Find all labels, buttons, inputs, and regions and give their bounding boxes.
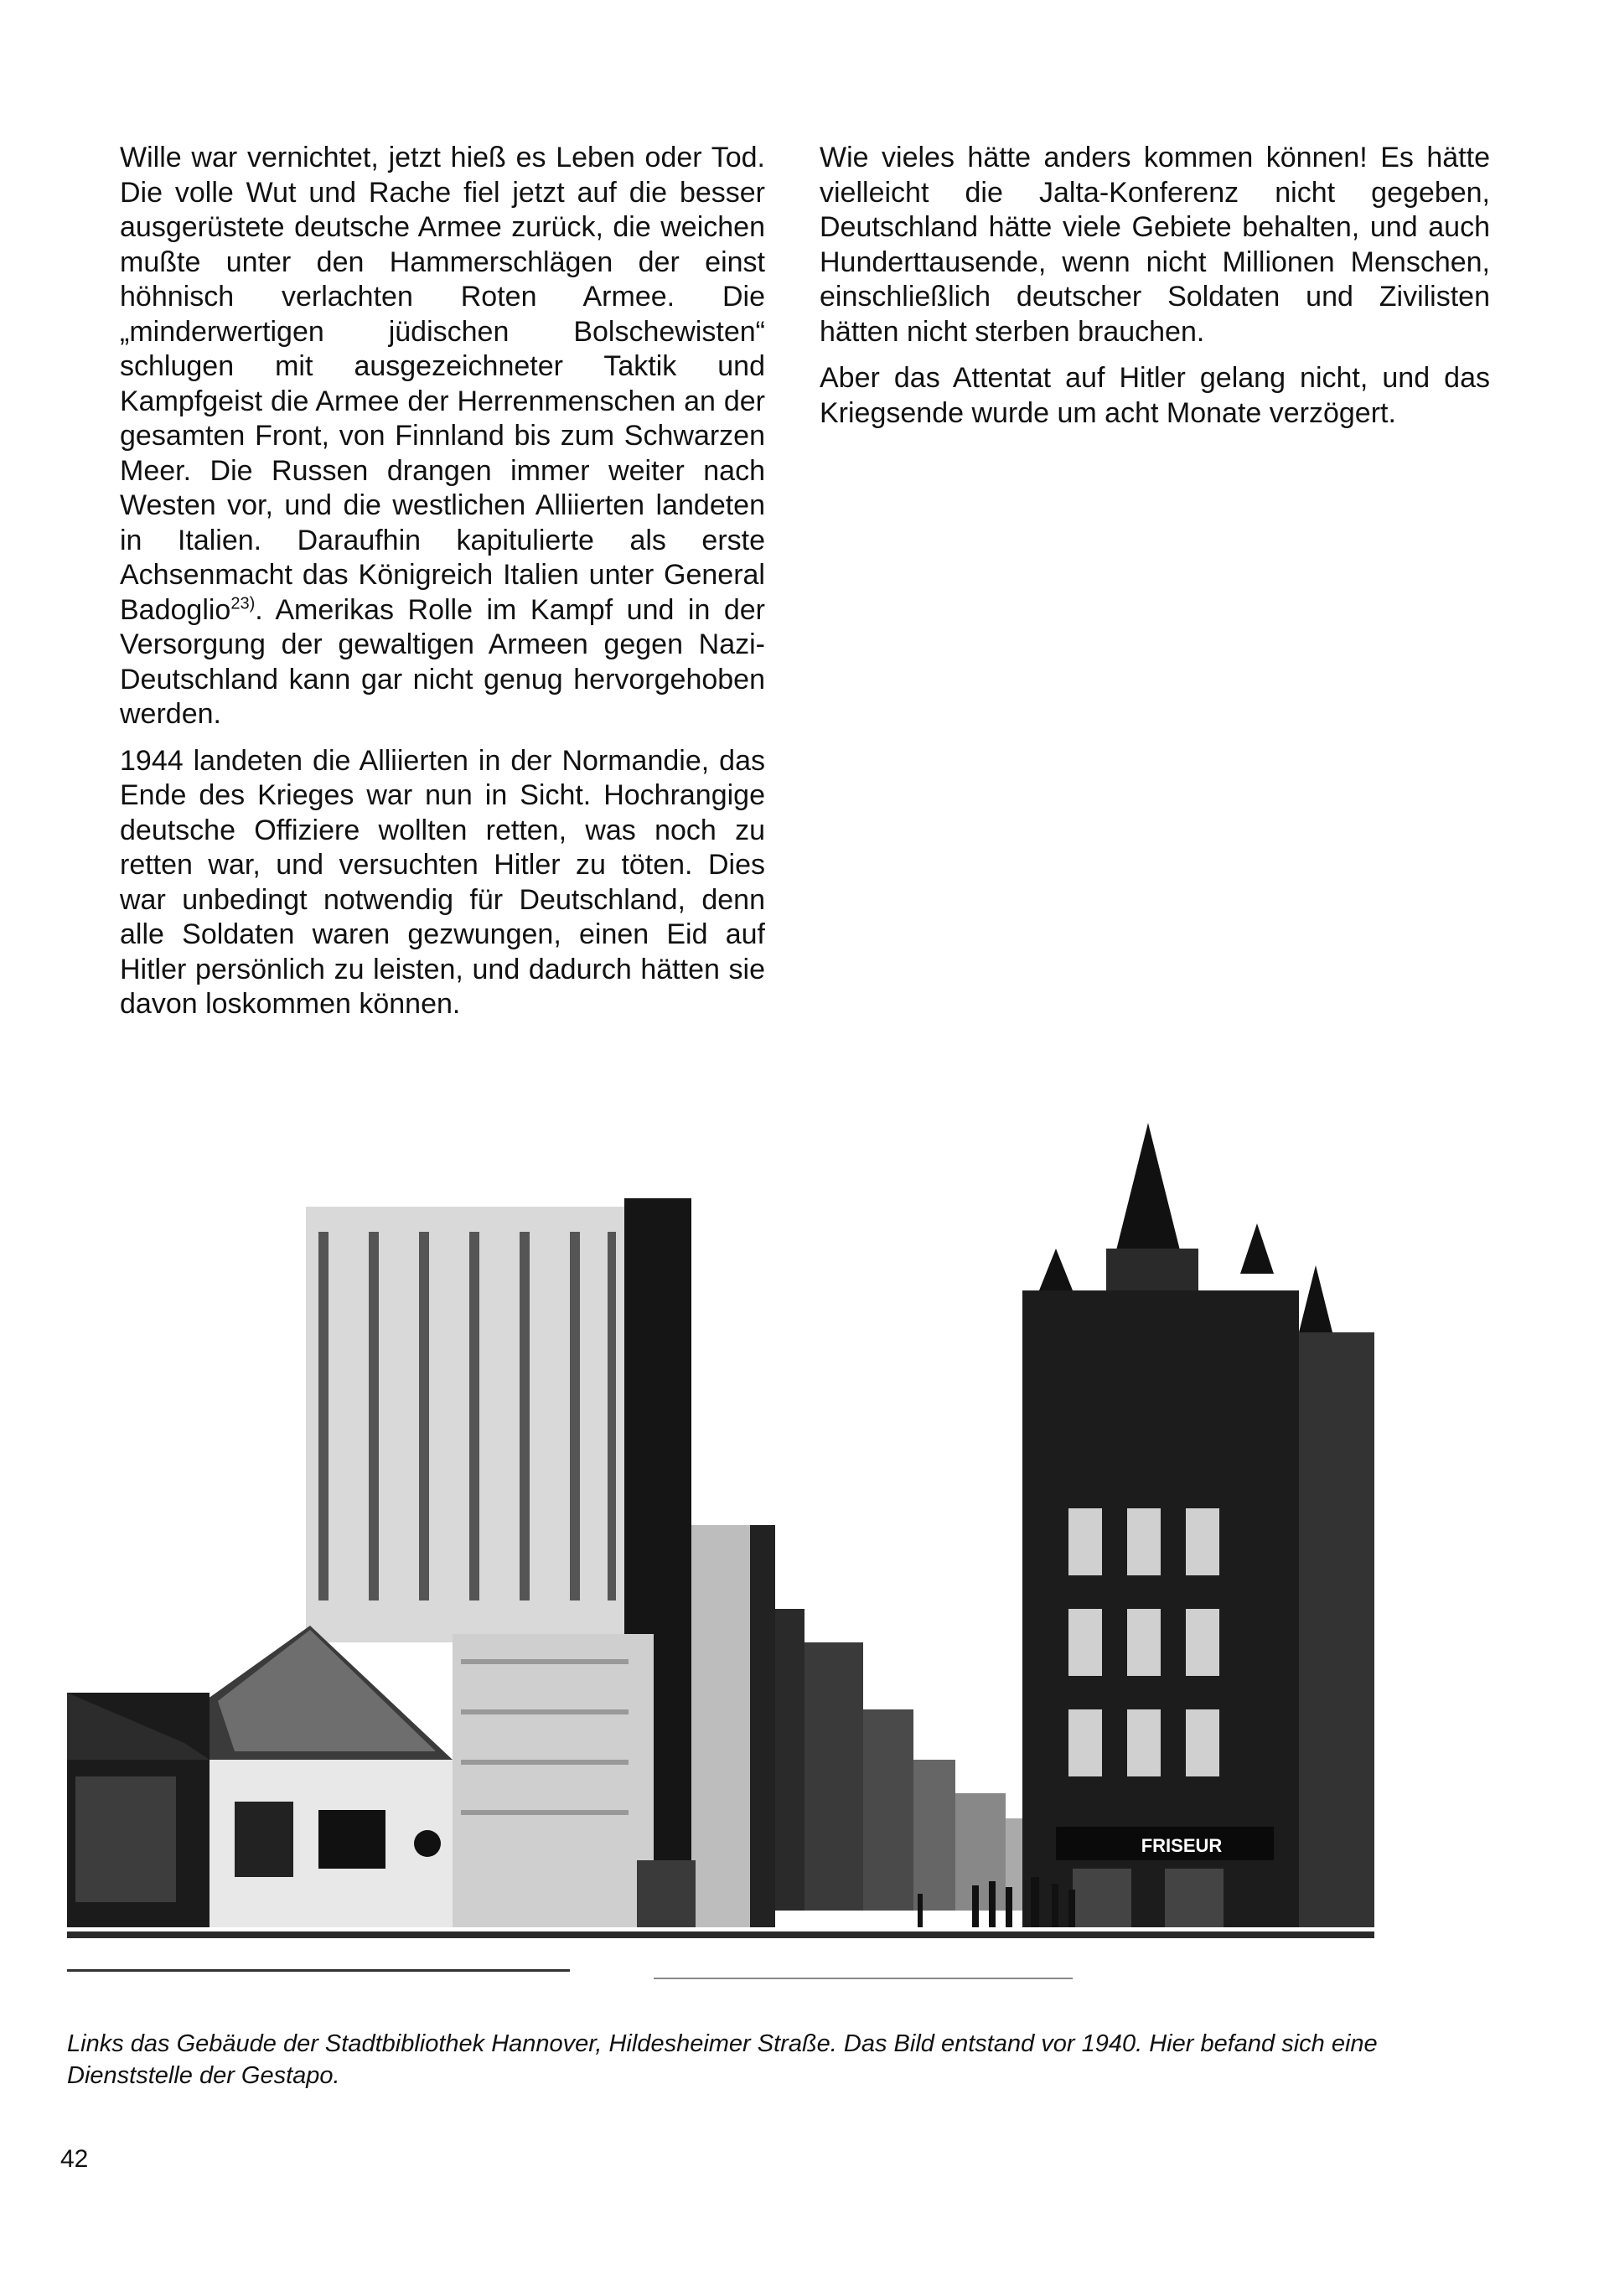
street-photograph-drawing (67, 1123, 1508, 2011)
left-text-column (120, 141, 765, 1034)
street-photograph (67, 1123, 1508, 2011)
distant-buildings (771, 1609, 1056, 1911)
photo-caption: Links das Gebäude der Stadtbibliothek Hannover, Hildesheimer Straße. Das Bild entstand vor 1940. Hier befand sich eine Dienststelle der Gestapo. (67, 2030, 1378, 2089)
paragraph-text-continued: . Amerikas Rolle im Kampf und in der Versorgung der gewaltigen Armeen gegen Nazi-Deutschland kann gar nicht genug hervorgehoben werden. (120, 593, 765, 730)
paragraph: Aber das Attentat auf Hitler gelang nicht, und das Kriegsende wurde um acht Monate verzögert. (820, 362, 1490, 429)
page-number: 42 (60, 2145, 89, 2173)
right-text-column (820, 141, 1490, 442)
paragraph: Wie vieles hätte anders kommen können! Es hätte vielleicht die Jalta-Konferenz nicht gegeben, Deutschland hätte viele Gebiete behalten, und auch Hunderttausende, wenn nicht Millionen Menschen, einschließlich deutscher Soldaten und Zivilisten hätten nicht sterben brauchen. (820, 142, 1490, 348)
shop-sign: FRISEUR (1141, 1835, 1223, 1856)
paragraph-text: Wille war vernichtet, jetzt hieß es Leben oder Tod. Die volle Wut und Rache fiel jetzt auf die besser ausgerüstete deutsche Armee zurück, die weichen mußte unter den Hammerschlägen der einst höhnisch verlachten Roten Armee. Die „minderwertigen jüdischen Bolschewisten“ schlugen mit ausgezeichneter Taktik und Kampfgeist die Armee der Herrenmenschen an der gesamten Front, von Finnland bis zum Schwarzen Meer. Die Russen drangen immer weiter nach Westen vor, und die westlichen Alliierten landeten in Italien. Daraufhin kapitulierte als erste Achsenmacht das Königreich Italien unter General Badoglio (120, 142, 765, 626)
footnote-reference: 23) (230, 594, 256, 613)
gothic-corner-building (1022, 1123, 1374, 1927)
paragraph (120, 141, 765, 732)
left-buildings (67, 1693, 210, 1936)
paragraph: 1944 landeten die Alliierten in der Normandie, das Ende des Krieges war nun in Sicht. Hochrangige deutsche Offiziere wollten retten, was noch zu retten war, und versuchten Hitler zu töten. Dies war unbedingt notwendig für Deutschland, denn alle Soldaten waren gezwungen, einen Eid auf Hitler persönlich zu leisten, und dadurch hätten sie davon loskommen können. (120, 744, 765, 1020)
corner-house (193, 1626, 453, 1927)
